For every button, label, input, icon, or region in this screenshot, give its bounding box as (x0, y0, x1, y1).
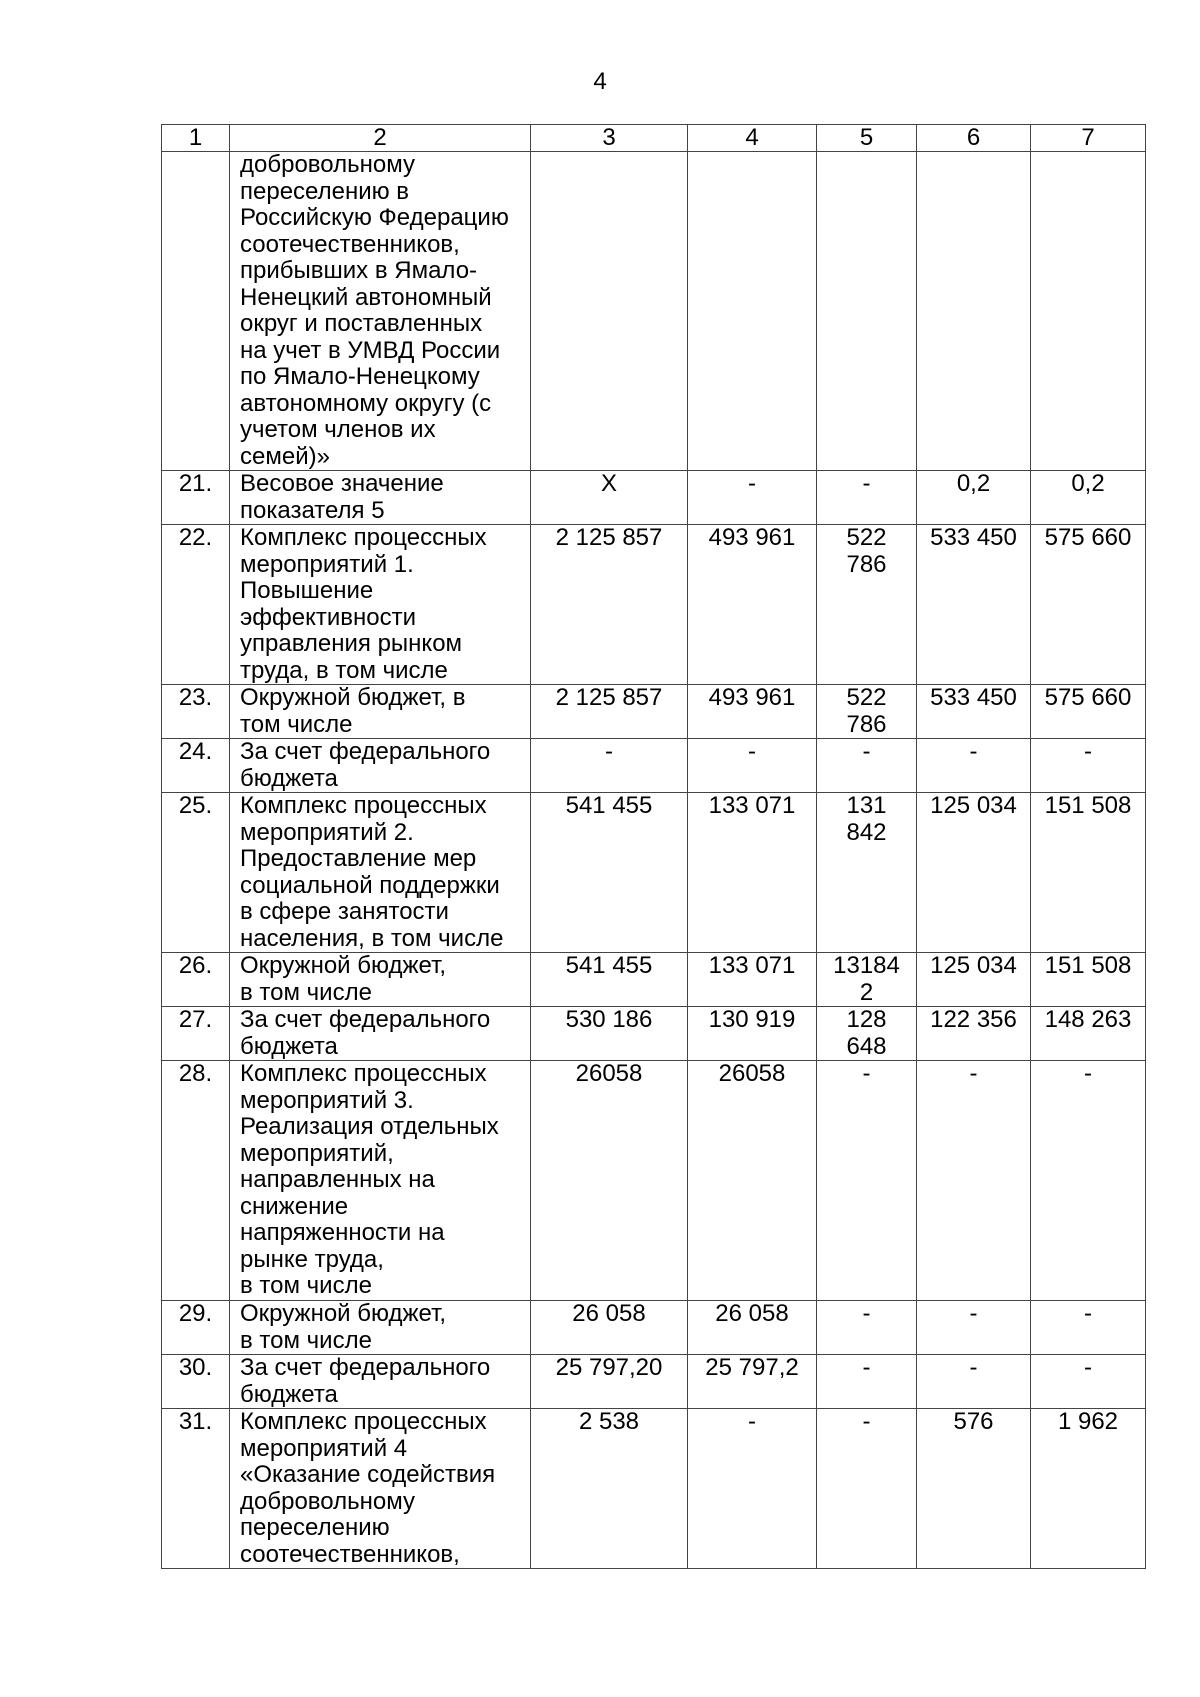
value-cell-col5: - (817, 739, 917, 793)
value-cell-col4: 133 071 (688, 793, 817, 953)
value-cell-col7: 575 660 (1031, 525, 1146, 685)
value-cell-col6: 533 450 (917, 525, 1031, 685)
row-name-cell: Комплекс процессных мероприятий 3. Реализация отдельных мероприятий, направленных на снижение напряженности на рынке труда, в том числе (230, 1061, 531, 1301)
table-row (162, 1007, 1146, 1061)
value-cell-col7: - (1031, 1301, 1146, 1355)
table-header-row (162, 125, 1146, 152)
row-name-cell: Комплекс процессных мероприятий 1. Повышение эффективности управления рынком труда, в том числе (230, 525, 531, 685)
value-cell-col5: - (817, 1409, 917, 1569)
table-row (162, 152, 1146, 471)
column-header: 4 (688, 125, 817, 152)
value-cell-col6: - (917, 1061, 1031, 1301)
value-cell-col3: 26058 (531, 1061, 688, 1301)
value-cell-col7: 1 962 (1031, 1409, 1146, 1569)
row-number-cell: 22. (162, 525, 230, 685)
value-cell-col7: 575 660 (1031, 685, 1146, 739)
row-name-cell: За счет федерального бюджета (230, 1007, 531, 1061)
row-number-cell: 24. (162, 739, 230, 793)
row-number-cell: 28. (162, 1061, 230, 1301)
column-header: 2 (230, 125, 531, 152)
row-name-cell: За счет федерального бюджета (230, 739, 531, 793)
value-cell-col7: 0,2 (1031, 471, 1146, 525)
value-cell-col5: - (817, 1301, 917, 1355)
value-cell-col7: 151 508 (1031, 953, 1146, 1007)
row-number-cell (162, 152, 230, 471)
value-cell-col7: 151 508 (1031, 793, 1146, 953)
table-row (162, 953, 1146, 1007)
value-cell-col6: 122 356 (917, 1007, 1031, 1061)
value-cell-col6: 125 034 (917, 953, 1031, 1007)
value-cell-col7: 148 263 (1031, 1007, 1146, 1061)
table-row (162, 1355, 1146, 1409)
value-cell-col5: - (817, 1061, 917, 1301)
table-row (162, 1061, 1146, 1301)
value-cell-col6: - (917, 1355, 1031, 1409)
value-cell-col3: 2 538 (531, 1409, 688, 1569)
row-number-cell: 25. (162, 793, 230, 953)
row-number-cell: 23. (162, 685, 230, 739)
value-cell-col5: - (817, 471, 917, 525)
value-cell-col5: 128 648 (817, 1007, 917, 1061)
value-cell-col4: 130 919 (688, 1007, 817, 1061)
row-number-cell: 31. (162, 1409, 230, 1569)
column-header: 3 (531, 125, 688, 152)
value-cell-col6: 533 450 (917, 685, 1031, 739)
budget-table (161, 124, 1146, 1569)
value-cell-col6: - (917, 739, 1031, 793)
value-cell-col4: 493 961 (688, 685, 817, 739)
row-number-cell: 29. (162, 1301, 230, 1355)
row-number-cell: 26. (162, 953, 230, 1007)
value-cell-col3: X (531, 471, 688, 525)
value-cell-col7: - (1031, 1061, 1146, 1301)
value-cell-col6: 125 034 (917, 793, 1031, 953)
value-cell-col3: 2 125 857 (531, 525, 688, 685)
value-cell-col7: - (1031, 739, 1146, 793)
row-name-cell: добровольному переселению в Российскую Федерацию соотечественников, прибывших в Ямало- Ненецкий автономный округ и поставленных на учет в УМВД России по Ямало-Ненецкому автономному округу (с учетом членов их семей)» (230, 152, 531, 471)
value-cell-col4: - (688, 1409, 817, 1569)
page-number: 4 (593, 68, 607, 95)
value-cell-col6 (917, 152, 1031, 471)
value-cell-col3: 26 058 (531, 1301, 688, 1355)
value-cell-col4: 133 071 (688, 953, 817, 1007)
value-cell-col6: 0,2 (917, 471, 1031, 525)
row-name-cell: Комплекс процессных мероприятий 4 «Оказание содействия добровольному переселению соотечественников, (230, 1409, 531, 1569)
table-row (162, 471, 1146, 525)
value-cell-col4: 26058 (688, 1061, 817, 1301)
value-cell-col6: 576 (917, 1409, 1031, 1569)
row-name-cell: Окружной бюджет, в том числе (230, 953, 531, 1007)
value-cell-col3 (531, 152, 688, 471)
value-cell-col5 (817, 152, 917, 471)
value-cell-col3: - (531, 739, 688, 793)
value-cell-col4 (688, 152, 817, 471)
row-name-cell: Окружной бюджет, в том числе (230, 1301, 531, 1355)
row-name-cell: За счет федерального бюджета (230, 1355, 531, 1409)
table-row (162, 1301, 1146, 1355)
value-cell-col4: 493 961 (688, 525, 817, 685)
row-number-cell: 27. (162, 1007, 230, 1061)
value-cell-col5: 131 842 (817, 793, 917, 953)
table-row (162, 739, 1146, 793)
value-cell-col4: - (688, 739, 817, 793)
column-header: 5 (817, 125, 917, 152)
row-number-cell: 21. (162, 471, 230, 525)
column-header: 6 (917, 125, 1031, 152)
row-name-cell: Окружной бюджет, в том числе (230, 685, 531, 739)
table-row (162, 793, 1146, 953)
value-cell-col5: - (817, 1355, 917, 1409)
table-row (162, 525, 1146, 685)
value-cell-col3: 25 797,20 (531, 1355, 688, 1409)
value-cell-col5: 522 786 (817, 685, 917, 739)
value-cell-col4: - (688, 471, 817, 525)
table-row (162, 685, 1146, 739)
value-cell-col7: - (1031, 1355, 1146, 1409)
row-number-cell: 30. (162, 1355, 230, 1409)
row-name-cell: Комплекс процессных мероприятий 2. Предоставление мер социальной поддержки в сфере занятости населения, в том числе (230, 793, 531, 953)
value-cell-col4: 26 058 (688, 1301, 817, 1355)
value-cell-col3: 541 455 (531, 953, 688, 1007)
value-cell-col5: 522 786 (817, 525, 917, 685)
value-cell-col7 (1031, 152, 1146, 471)
table-row (162, 1409, 1146, 1569)
value-cell-col6: - (917, 1301, 1031, 1355)
value-cell-col3: 2 125 857 (531, 685, 688, 739)
row-name-cell: Весовое значение показателя 5 (230, 471, 531, 525)
column-header: 1 (162, 125, 230, 152)
value-cell-col4: 25 797,2 (688, 1355, 817, 1409)
column-header: 7 (1031, 125, 1146, 152)
value-cell-col5: 13184 2 (817, 953, 917, 1007)
value-cell-col3: 541 455 (531, 793, 688, 953)
value-cell-col3: 530 186 (531, 1007, 688, 1061)
